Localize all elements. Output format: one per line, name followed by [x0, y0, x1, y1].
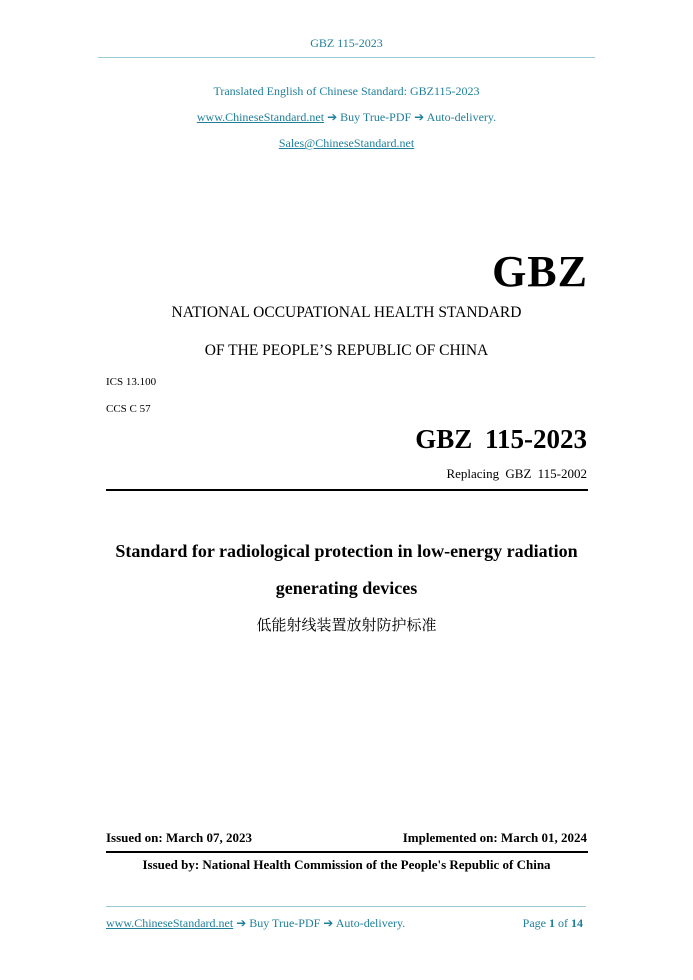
- email-link[interactable]: Sales@ChineseStandard.net: [278, 136, 415, 150]
- issued-by: Issued by: National Health Commission of the People's Republic of China: [142, 857, 551, 872]
- promo-email: [0, 136, 693, 151]
- arrow-right-icon: ➔: [414, 110, 425, 124]
- title-cn: 低能射线装置放射防护标准: [256, 616, 437, 634]
- running-header: GBZ 115-2023: [310, 36, 383, 50]
- site-link[interactable]: www.ChineseStandard.net: [196, 110, 325, 124]
- title-en-line-1: Standard for radiological protection in low-energy radiation: [115, 541, 578, 561]
- footer-auto-text: Auto-delivery.: [335, 916, 406, 930]
- issue-divider: [106, 851, 588, 853]
- header-divider: [98, 57, 595, 58]
- auto-delivery-text: Auto-delivery.: [426, 110, 497, 124]
- promo-links: [0, 110, 693, 125]
- footer-site-link[interactable]: www.ChineseStandard.net: [106, 916, 234, 930]
- arrow-right-icon: ➔: [323, 916, 334, 930]
- footer-divider: [106, 906, 586, 907]
- footer-links: [106, 916, 405, 931]
- page-total: 14: [571, 916, 583, 930]
- issued-on: Issued on: March 07, 2023: [106, 830, 253, 845]
- org-line-1: NATIONAL OCCUPATIONAL HEALTH STANDARD: [171, 304, 522, 321]
- implemented-on: Implemented on: March 01, 2024: [402, 830, 587, 845]
- replacing-note: Replacing GBZ 115-2002: [446, 466, 587, 481]
- page-number: 1: [549, 916, 555, 930]
- code-divider: [106, 489, 588, 491]
- page-word: Page: [522, 916, 546, 930]
- promo-line: Translated English of Chinese Standard: GBZ115-2023: [213, 84, 480, 98]
- arrow-right-icon: ➔: [236, 916, 247, 930]
- buy-text: Buy True-PDF: [340, 110, 412, 124]
- title-en-line-2: generating devices: [275, 578, 418, 598]
- footer-buy-text: Buy True-PDF: [249, 916, 321, 930]
- arrow-right-icon: ➔: [327, 110, 338, 124]
- standard-code: GBZ 115-2023: [415, 424, 587, 454]
- ics-code: ICS 13.100: [106, 376, 157, 388]
- ccs-code: CCS C 57: [106, 403, 151, 415]
- org-line-2: OF THE PEOPLE’S REPUBLIC OF CHINA: [204, 342, 489, 359]
- of-word: of: [558, 916, 568, 930]
- series-mark: GBZ: [492, 247, 588, 296]
- page-indicator: [523, 916, 583, 931]
